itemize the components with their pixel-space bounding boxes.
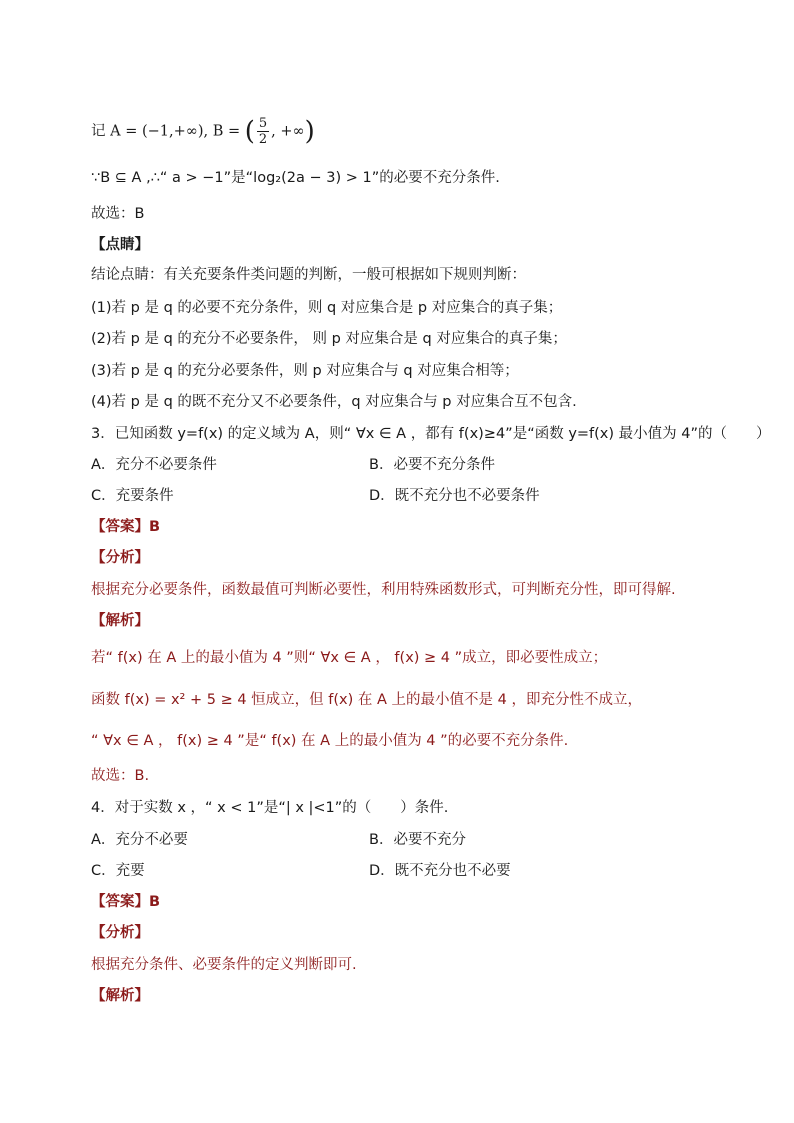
fraction xyxy=(257,116,269,147)
q3-select-answer: 故选：B. xyxy=(91,768,150,784)
select-answer-line: 故选：B xyxy=(91,206,145,222)
subset-conclusion-line: ∵B ⊆ A ,∴“ a > −1”是“log₂(2a − 3) > 1”的必要不充分条件. xyxy=(91,170,500,186)
q4-option-c: C．充要 xyxy=(91,863,145,879)
q3-solution-line-2: 函数 f(x) = x² + 5 ≥ 4 恒成立，但 f(x) 在 A 上的最小值不是 4 ，即充分性不成立， xyxy=(91,692,642,708)
fraction-denominator: 2 xyxy=(258,132,268,147)
q3-option-c: C．充要条件 xyxy=(91,488,174,504)
rule-4: (4)若 p 是 q 的既不充分又不必要条件，q 对应集合与 p 对应集合互不包含. xyxy=(91,394,577,410)
conclusion-note: 结论点睛：有关充要条件类问题的判断，一般可根据如下规则判断： xyxy=(91,267,526,283)
q3-option-b: B．必要不充分条件 xyxy=(369,457,495,473)
q3-analysis-text: 根据充分必要条件，函数最值可判断必要性，利用特殊函数形式，可判断充分性，即可得解. xyxy=(91,582,676,598)
q3-solution-heading: 【解析】 xyxy=(91,613,149,629)
q4-answer: 【答案】B xyxy=(91,894,161,910)
q3-analysis-heading: 【分析】 xyxy=(91,550,149,566)
rule-1: (1)若 p 是 q 的必要不充分条件，则 q 对应集合是 p 对应集合的真子集； xyxy=(91,300,563,316)
rule-3: (3)若 p 是 q 的充分必要条件，则 p 对应集合与 q 对应集合相等； xyxy=(91,363,519,379)
dianjing-heading: 【点睛】 xyxy=(91,237,149,253)
math-a-eq: A = xyxy=(110,123,142,140)
q3-solution-line-1: 若“ f(x) 在 A 上的最小值为 4 ”则“ ∀x ∈ A ， f(x) ≥ 4 ”成立，即必要性成立； xyxy=(91,650,608,666)
set-definition-line xyxy=(91,116,315,147)
question-3: 3．已知函数 y=f(x) 的定义域为 A，则“ ∀x ∈ A ，都有 f(x)≥4”是“函数 y=f(x) 最小值为 4”的（ ） xyxy=(91,426,771,442)
math-b-tail: , +∞ xyxy=(271,123,305,140)
rule-2: (2)若 p 是 q 的充分不必要条件， 则 p 对应集合是 q 对应集合的真子集； xyxy=(91,331,567,347)
fraction-numerator: 5 xyxy=(258,116,268,131)
paren-left: ( xyxy=(244,116,255,147)
q4-option-d: D．既不充分也不必要 xyxy=(369,863,511,879)
q3-option-a: A．充分不必要条件 xyxy=(91,457,217,473)
q3-answer: 【答案】B xyxy=(91,519,161,535)
text-prefix: 记 xyxy=(91,123,106,140)
math-a-set: (−1,+∞), B = xyxy=(141,123,245,140)
q3-option-d: D．既不充分也不必要条件 xyxy=(369,488,540,504)
q4-solution-heading: 【解析】 xyxy=(91,988,149,1004)
q3-solution-line-3: “ ∀x ∈ A ， f(x) ≥ 4 ”是“ f(x) 在 A 上的最小值为 4 ”的必要不充分条件. xyxy=(91,733,569,749)
q4-analysis-heading: 【分析】 xyxy=(91,925,149,941)
paren-right: ) xyxy=(304,116,315,147)
q4-option-a: A．充分不必要 xyxy=(91,832,188,848)
question-4: 4．对于实数 x ，“ x < 1”是“| x |<1”的（ ）条件. xyxy=(91,800,449,816)
q4-analysis-text: 根据充分条件、必要条件的定义判断即可. xyxy=(91,957,357,973)
q4-option-b: B．必要不充分 xyxy=(369,832,466,848)
